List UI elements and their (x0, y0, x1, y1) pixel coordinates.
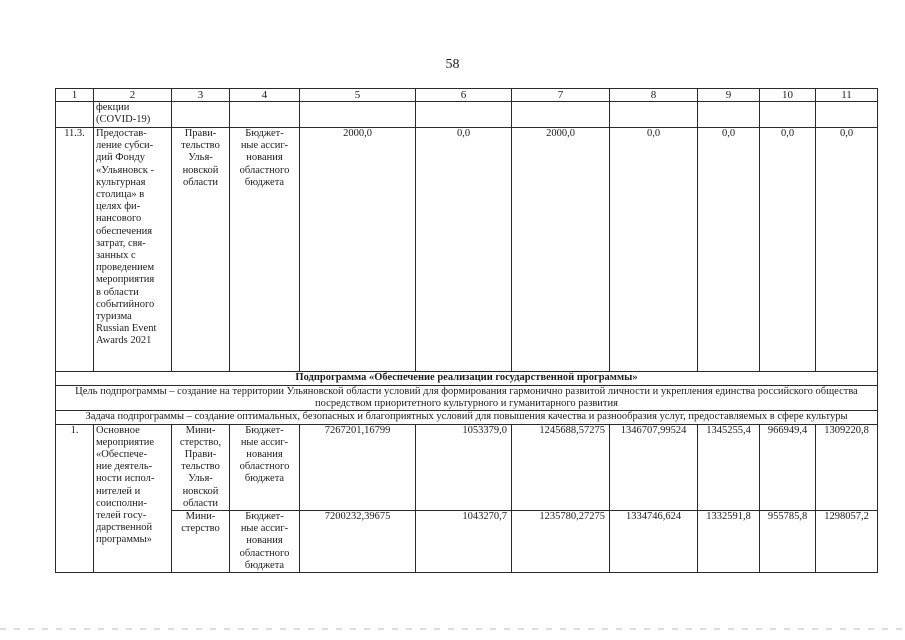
value-total: 2000,0 (300, 128, 416, 372)
page-number: 58 (445, 57, 460, 72)
funding-source: Бюджет- ные ассиг- нования областного бюджета (239, 424, 290, 485)
table-row-11-3 (56, 128, 878, 372)
value-total: 7200232,39675 (300, 511, 416, 573)
subprogram-title-row (56, 372, 878, 386)
row-number: 1. (56, 424, 94, 572)
row-number: 11.3. (56, 128, 94, 372)
column-number: 10 (760, 89, 816, 102)
funding-source: Бюджет- ные ассиг- нования областного бюджета (239, 128, 290, 188)
table-row-1-b (56, 511, 878, 573)
subprogram-title: Подпрограмма «Обеспечение реализации государственной программы» (56, 372, 878, 386)
subprogram-goal-row (56, 386, 878, 411)
column-number: 8 (610, 89, 698, 102)
value-year: 0,0 (760, 128, 816, 372)
column-number: 2 (94, 89, 172, 102)
executor: Мини- стерство (181, 511, 220, 535)
budget-table (55, 88, 878, 573)
value-year: 0,0 (698, 128, 760, 372)
value-total: 7267201,16799 (300, 424, 416, 510)
column-number: 1 (56, 89, 94, 102)
value-year: 1245688,57275 (512, 424, 610, 510)
value-year: 955785,8 (760, 511, 816, 573)
value-year: 1345255,4 (698, 424, 760, 510)
value-year: 1346707,99524 (610, 424, 698, 510)
activity-name: Предостав- ление субси- дий Фонду «Ульяновск - культурная столица» в целях фи- нансового обеспечения затрат, свя- занных с проведением мероприятия в области событийного туризма Russian Event Awards 2021 (96, 128, 157, 347)
column-number: 4 (230, 89, 300, 102)
value-year: 1043270,7 (416, 511, 512, 573)
subprogram-task-row (56, 411, 878, 424)
table-row-1-a (56, 424, 878, 510)
value-year: 0,0 (816, 128, 878, 372)
column-number-row (56, 89, 878, 102)
column-number: 5 (300, 89, 416, 102)
value-year: 1235780,27275 (512, 511, 610, 573)
value-year: 1053379,0 (416, 424, 512, 510)
scan-artifact-line (0, 628, 905, 630)
value-year: 1298057,2 (816, 511, 878, 573)
column-number: 11 (816, 89, 878, 102)
executor: Мини- стерство, Прави- тельство Улья- новской области (179, 424, 222, 509)
subprogram-task: Задача подпрограммы – создание оптимальных, безопасных и благоприятных условий для повышения качества и разнообразия услуг, предоставляемых в сфере культуры (56, 411, 878, 424)
value-year: 1309220,8 (816, 424, 878, 510)
value-year: 1332591,8 (698, 511, 760, 573)
column-number: 7 (512, 89, 610, 102)
funding-source: Бюджет- ные ассиг- нования областного бюджета (239, 511, 290, 571)
continuation-text: фекции (COVID-19) (96, 102, 151, 126)
value-year: 1334746,624 (610, 511, 698, 573)
continuation-row (56, 102, 878, 128)
value-year: 0,0 (416, 128, 512, 372)
column-number: 9 (698, 89, 760, 102)
executor: Прави- тельство Улья- новской области (181, 128, 220, 188)
column-number: 3 (172, 89, 230, 102)
subprogram-goal: Цель подпрограммы – создание на территории Ульяновской области условий для формирования гармонично развитой личности и укрепления единства российского общества посредством приоритетного культурного и гуманитарного развития (56, 386, 878, 411)
value-year: 0,0 (610, 128, 698, 372)
value-year: 2000,0 (512, 128, 610, 372)
value-year: 966949,4 (760, 424, 816, 510)
activity-name: Основное мероприятие «Обеспече- ние деятель- ности испол- нителей и соисполни- телей госу- дарственной программы» (96, 424, 155, 546)
column-number: 6 (416, 89, 512, 102)
